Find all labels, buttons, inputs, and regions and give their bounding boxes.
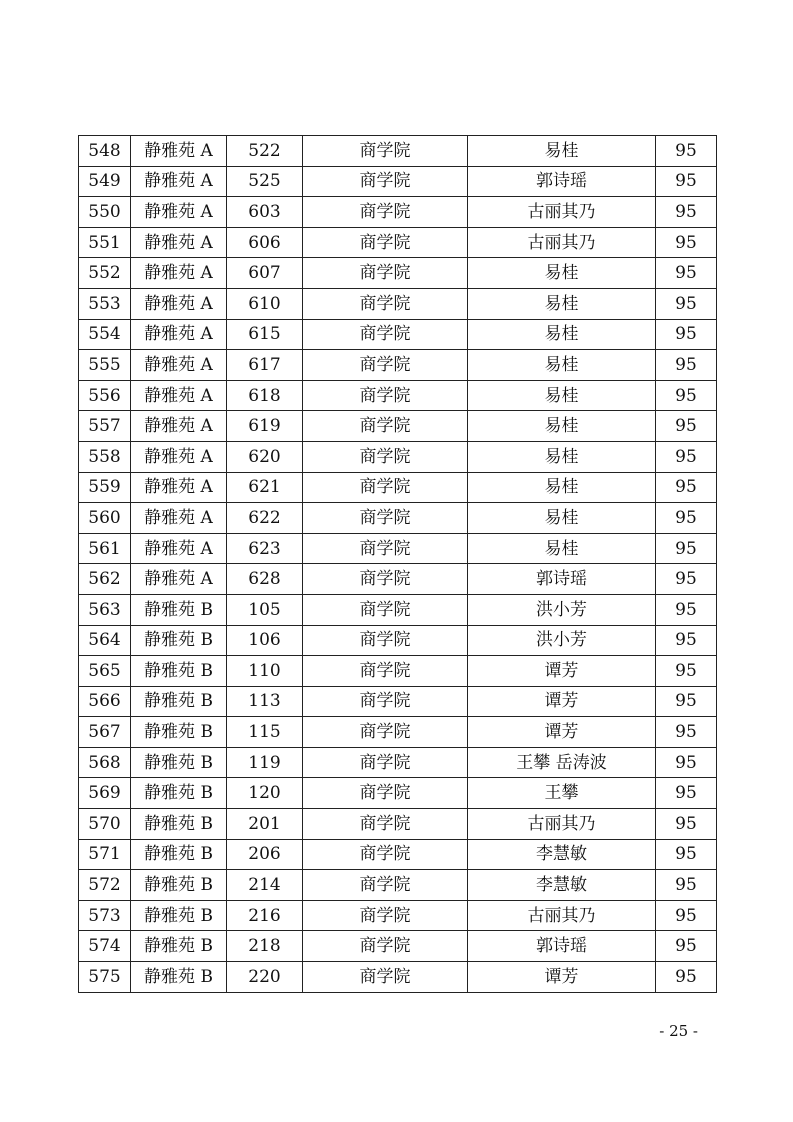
table-row: [79, 717, 717, 748]
room-cell: 206: [227, 839, 303, 870]
building-cell: 静雅苑 A: [131, 197, 227, 228]
building-cell: 静雅苑 A: [131, 441, 227, 472]
table-row: [79, 625, 717, 656]
score-cell: 95: [656, 350, 717, 381]
score-cell: 95: [656, 686, 717, 717]
score-cell: 95: [656, 564, 717, 595]
row-number-cell: 553: [79, 288, 131, 319]
room-cell: 201: [227, 809, 303, 840]
row-number-cell: 572: [79, 870, 131, 901]
person-cell: 易桂: [468, 288, 656, 319]
room-cell: 106: [227, 625, 303, 656]
person-cell: 谭芳: [468, 962, 656, 993]
score-cell: 95: [656, 411, 717, 442]
college-cell: 商学院: [303, 625, 468, 656]
room-cell: 620: [227, 441, 303, 472]
table-row: [79, 594, 717, 625]
room-cell: 220: [227, 962, 303, 993]
person-cell: 谭芳: [468, 717, 656, 748]
row-number-cell: 565: [79, 656, 131, 687]
row-number-cell: 550: [79, 197, 131, 228]
score-cell: 95: [656, 747, 717, 778]
building-cell: 静雅苑 A: [131, 411, 227, 442]
building-cell: 静雅苑 B: [131, 962, 227, 993]
score-cell: 95: [656, 258, 717, 289]
room-cell: 216: [227, 900, 303, 931]
person-cell: 古丽其乃: [468, 227, 656, 258]
table-row: [79, 809, 717, 840]
person-cell: 易桂: [468, 350, 656, 381]
score-cell: 95: [656, 288, 717, 319]
room-cell: 115: [227, 717, 303, 748]
score-cell: 95: [656, 197, 717, 228]
building-cell: 静雅苑 B: [131, 900, 227, 931]
college-cell: 商学院: [303, 503, 468, 534]
college-cell: 商学院: [303, 136, 468, 167]
score-cell: 95: [656, 778, 717, 809]
room-cell: 610: [227, 288, 303, 319]
score-cell: 95: [656, 503, 717, 534]
building-cell: 静雅苑 A: [131, 227, 227, 258]
room-cell: 214: [227, 870, 303, 901]
row-number-cell: 573: [79, 900, 131, 931]
building-cell: 静雅苑 A: [131, 564, 227, 595]
college-cell: 商学院: [303, 686, 468, 717]
college-cell: 商学院: [303, 594, 468, 625]
score-cell: 95: [656, 962, 717, 993]
row-number-cell: 571: [79, 839, 131, 870]
row-number-cell: 570: [79, 809, 131, 840]
college-cell: 商学院: [303, 350, 468, 381]
score-cell: 95: [656, 533, 717, 564]
table-row: [79, 197, 717, 228]
person-cell: 易桂: [468, 503, 656, 534]
person-cell: 易桂: [468, 319, 656, 350]
room-cell: 218: [227, 931, 303, 962]
score-cell: 95: [656, 472, 717, 503]
building-cell: 静雅苑 B: [131, 717, 227, 748]
room-cell: 606: [227, 227, 303, 258]
college-cell: 商学院: [303, 533, 468, 564]
table-row: [79, 870, 717, 901]
college-cell: 商学院: [303, 656, 468, 687]
score-cell: 95: [656, 839, 717, 870]
college-cell: 商学院: [303, 870, 468, 901]
person-cell: 郭诗瑶: [468, 166, 656, 197]
room-cell: 622: [227, 503, 303, 534]
college-cell: 商学院: [303, 288, 468, 319]
person-cell: 郭诗瑶: [468, 931, 656, 962]
row-number-cell: 564: [79, 625, 131, 656]
row-number-cell: 559: [79, 472, 131, 503]
college-cell: 商学院: [303, 931, 468, 962]
person-cell: 古丽其乃: [468, 900, 656, 931]
table-row: [79, 411, 717, 442]
college-cell: 商学院: [303, 411, 468, 442]
person-cell: 易桂: [468, 411, 656, 442]
building-cell: 静雅苑 B: [131, 625, 227, 656]
score-cell: 95: [656, 227, 717, 258]
row-number-cell: 551: [79, 227, 131, 258]
table-row: [79, 380, 717, 411]
room-cell: 120: [227, 778, 303, 809]
table-row: [79, 900, 717, 931]
college-cell: 商学院: [303, 900, 468, 931]
row-number-cell: 560: [79, 503, 131, 534]
score-cell: 95: [656, 380, 717, 411]
building-cell: 静雅苑 A: [131, 319, 227, 350]
score-cell: 95: [656, 717, 717, 748]
room-cell: 119: [227, 747, 303, 778]
row-number-cell: 562: [79, 564, 131, 595]
building-cell: 静雅苑 A: [131, 380, 227, 411]
building-cell: 静雅苑 B: [131, 809, 227, 840]
table-row: [79, 747, 717, 778]
table-body: [79, 136, 717, 993]
table-row: [79, 227, 717, 258]
person-cell: 易桂: [468, 380, 656, 411]
room-cell: 618: [227, 380, 303, 411]
person-cell: 易桂: [468, 533, 656, 564]
college-cell: 商学院: [303, 778, 468, 809]
room-cell: 110: [227, 656, 303, 687]
building-cell: 静雅苑 B: [131, 594, 227, 625]
person-cell: 王攀 岳涛波: [468, 747, 656, 778]
score-cell: 95: [656, 900, 717, 931]
college-cell: 商学院: [303, 319, 468, 350]
college-cell: 商学院: [303, 962, 468, 993]
room-cell: 603: [227, 197, 303, 228]
building-cell: 静雅苑 A: [131, 533, 227, 564]
college-cell: 商学院: [303, 839, 468, 870]
score-cell: 95: [656, 656, 717, 687]
college-cell: 商学院: [303, 472, 468, 503]
college-cell: 商学院: [303, 717, 468, 748]
row-number-cell: 556: [79, 380, 131, 411]
person-cell: 洪小芳: [468, 625, 656, 656]
person-cell: 洪小芳: [468, 594, 656, 625]
score-cell: 95: [656, 441, 717, 472]
college-cell: 商学院: [303, 441, 468, 472]
row-number-cell: 555: [79, 350, 131, 381]
building-cell: 静雅苑 A: [131, 503, 227, 534]
row-number-cell: 561: [79, 533, 131, 564]
row-number-cell: 548: [79, 136, 131, 167]
person-cell: 谭芳: [468, 686, 656, 717]
score-cell: 95: [656, 625, 717, 656]
table-row: [79, 533, 717, 564]
table-row: [79, 778, 717, 809]
person-cell: 郭诗瑶: [468, 564, 656, 595]
row-number-cell: 554: [79, 319, 131, 350]
college-cell: 商学院: [303, 227, 468, 258]
building-cell: 静雅苑 A: [131, 136, 227, 167]
person-cell: 王攀: [468, 778, 656, 809]
person-cell: 易桂: [468, 136, 656, 167]
room-cell: 617: [227, 350, 303, 381]
building-cell: 静雅苑 B: [131, 839, 227, 870]
room-cell: 628: [227, 564, 303, 595]
table-row: [79, 656, 717, 687]
room-cell: 621: [227, 472, 303, 503]
room-cell: 607: [227, 258, 303, 289]
dormitory-table: [78, 135, 717, 993]
person-cell: 古丽其乃: [468, 809, 656, 840]
college-cell: 商学院: [303, 380, 468, 411]
building-cell: 静雅苑 A: [131, 166, 227, 197]
row-number-cell: 549: [79, 166, 131, 197]
table-row: [79, 564, 717, 595]
table-row: [79, 166, 717, 197]
building-cell: 静雅苑 B: [131, 686, 227, 717]
row-number-cell: 566: [79, 686, 131, 717]
person-cell: 易桂: [468, 258, 656, 289]
room-cell: 615: [227, 319, 303, 350]
person-cell: 李慧敏: [468, 839, 656, 870]
row-number-cell: 575: [79, 962, 131, 993]
page-number: - 25 -: [659, 1022, 698, 1040]
room-cell: 525: [227, 166, 303, 197]
table-row: [79, 931, 717, 962]
college-cell: 商学院: [303, 809, 468, 840]
room-cell: 105: [227, 594, 303, 625]
room-cell: 113: [227, 686, 303, 717]
room-cell: 522: [227, 136, 303, 167]
person-cell: 古丽其乃: [468, 197, 656, 228]
table-row: [79, 258, 717, 289]
person-cell: 谭芳: [468, 656, 656, 687]
table-row: [79, 962, 717, 993]
score-cell: 95: [656, 319, 717, 350]
row-number-cell: 567: [79, 717, 131, 748]
score-cell: 95: [656, 870, 717, 901]
score-cell: 95: [656, 166, 717, 197]
table-row: [79, 686, 717, 717]
building-cell: 静雅苑 A: [131, 288, 227, 319]
row-number-cell: 574: [79, 931, 131, 962]
table-row: [79, 839, 717, 870]
building-cell: 静雅苑 A: [131, 258, 227, 289]
score-cell: 95: [656, 594, 717, 625]
person-cell: 易桂: [468, 441, 656, 472]
row-number-cell: 558: [79, 441, 131, 472]
table-row: [79, 288, 717, 319]
building-cell: 静雅苑 B: [131, 747, 227, 778]
row-number-cell: 569: [79, 778, 131, 809]
table-row: [79, 136, 717, 167]
table-row: [79, 350, 717, 381]
person-cell: 李慧敏: [468, 870, 656, 901]
row-number-cell: 568: [79, 747, 131, 778]
building-cell: 静雅苑 B: [131, 931, 227, 962]
score-cell: 95: [656, 809, 717, 840]
college-cell: 商学院: [303, 166, 468, 197]
college-cell: 商学院: [303, 747, 468, 778]
college-cell: 商学院: [303, 197, 468, 228]
row-number-cell: 563: [79, 594, 131, 625]
table-row: [79, 503, 717, 534]
room-cell: 623: [227, 533, 303, 564]
building-cell: 静雅苑 B: [131, 656, 227, 687]
college-cell: 商学院: [303, 564, 468, 595]
table-row: [79, 472, 717, 503]
building-cell: 静雅苑 B: [131, 870, 227, 901]
room-cell: 619: [227, 411, 303, 442]
person-cell: 易桂: [468, 472, 656, 503]
college-cell: 商学院: [303, 258, 468, 289]
table-row: [79, 319, 717, 350]
building-cell: 静雅苑 A: [131, 472, 227, 503]
building-cell: 静雅苑 A: [131, 350, 227, 381]
score-cell: 95: [656, 931, 717, 962]
building-cell: 静雅苑 B: [131, 778, 227, 809]
row-number-cell: 557: [79, 411, 131, 442]
row-number-cell: 552: [79, 258, 131, 289]
table-row: [79, 441, 717, 472]
score-cell: 95: [656, 136, 717, 167]
